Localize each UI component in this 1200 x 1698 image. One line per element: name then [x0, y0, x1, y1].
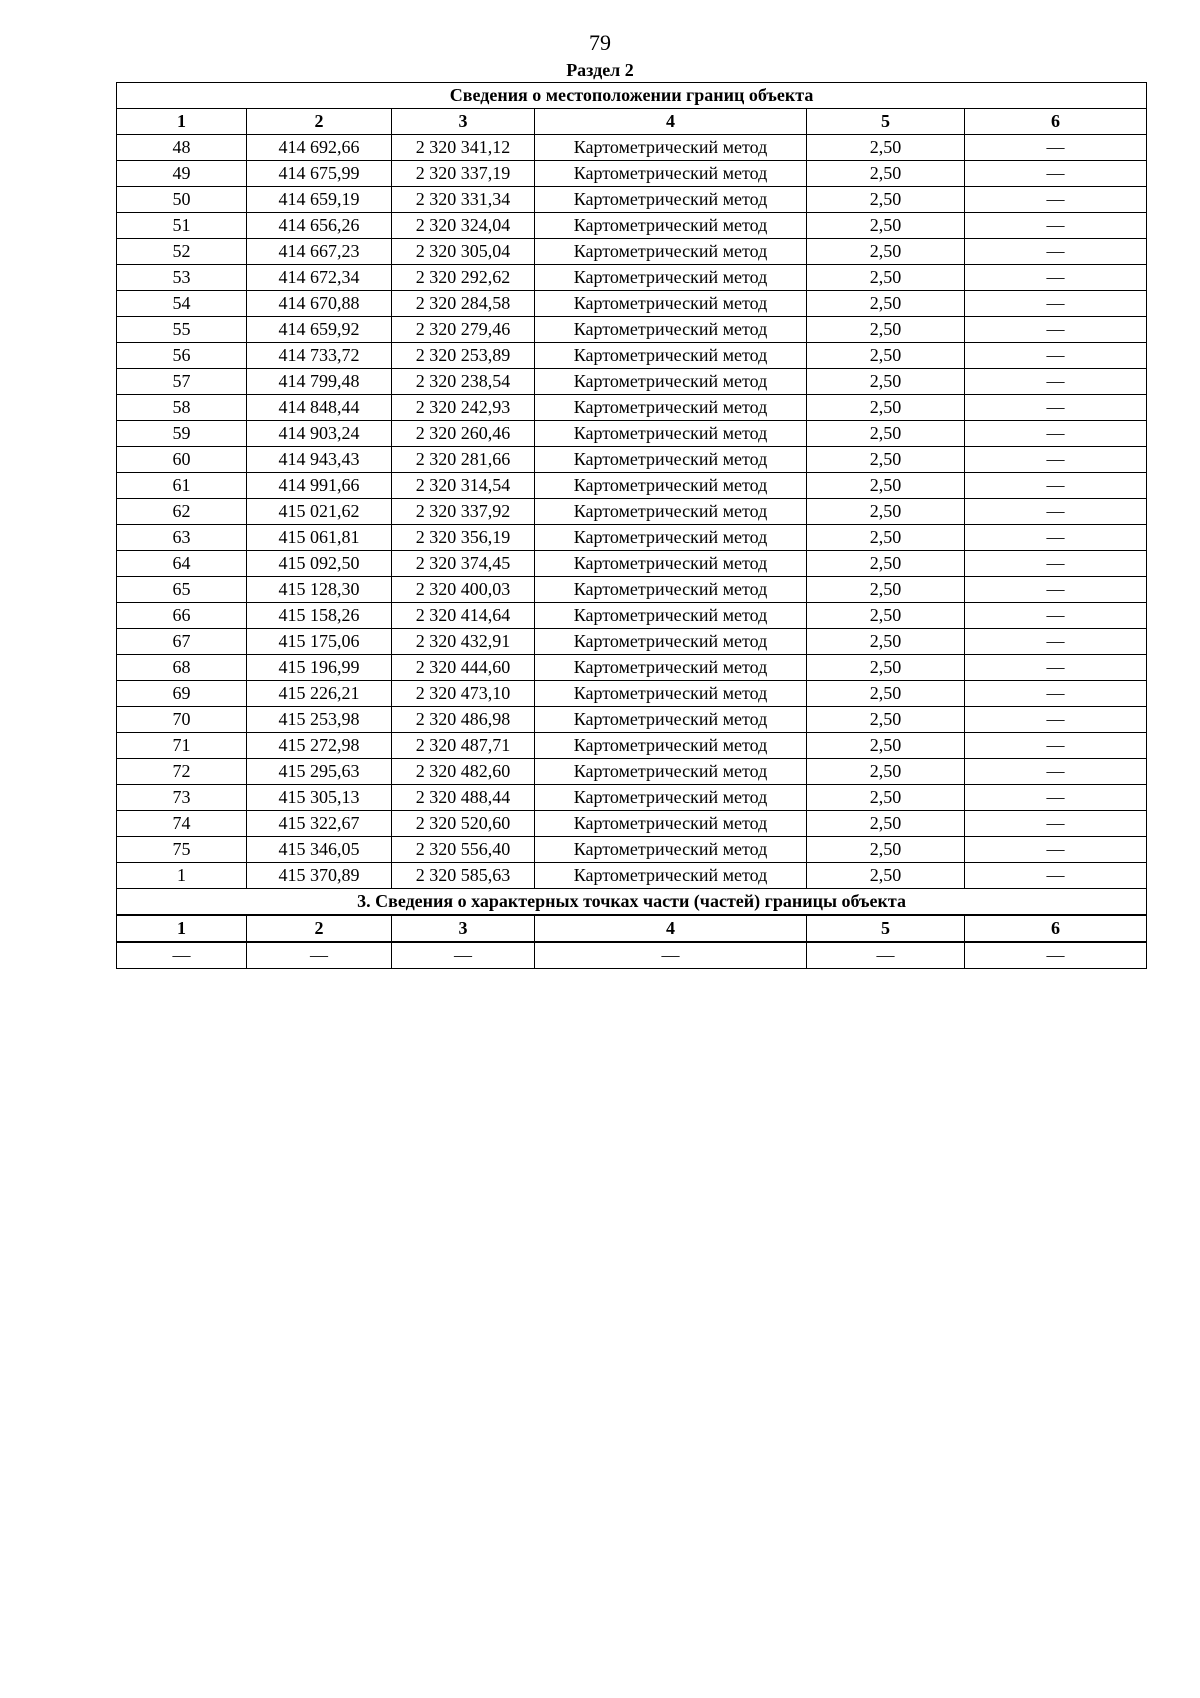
table-cell: 415 226,21	[247, 681, 392, 707]
table-cell: Картометрический метод	[535, 473, 807, 499]
table-row	[117, 837, 1147, 863]
table-cell: Картометрический метод	[535, 811, 807, 837]
table-cell: 415 295,63	[247, 759, 392, 785]
table-cell: —	[965, 837, 1147, 863]
table-cell: Картометрический метод	[535, 551, 807, 577]
section-title: Раздел 2	[566, 60, 634, 80]
table-row	[117, 317, 1147, 343]
table-cell: 6	[965, 915, 1147, 942]
table-cell: 3	[392, 915, 535, 942]
table-cell: 2,50	[807, 239, 965, 265]
table-title: Сведения о местоположении границ объекта	[117, 83, 1147, 109]
table-row	[117, 265, 1147, 291]
table-cell: 2 320 486,98	[392, 707, 535, 733]
table-cell: Картометрический метод	[535, 317, 807, 343]
column-number-row	[117, 109, 1147, 135]
table-cell: 61	[117, 473, 247, 499]
table-cell: —	[965, 707, 1147, 733]
table-cell: —	[392, 942, 535, 969]
table-row	[117, 395, 1147, 421]
table-cell: 2 320 292,62	[392, 265, 535, 291]
table-cell: 54	[117, 291, 247, 317]
table-cell: 2 320 487,71	[392, 733, 535, 759]
table-row	[117, 785, 1147, 811]
table-cell: 2,50	[807, 577, 965, 603]
table-cell: 69	[117, 681, 247, 707]
table-cell: 2,50	[807, 785, 965, 811]
table-cell: 2 320 260,46	[392, 421, 535, 447]
table-cell: 73	[117, 785, 247, 811]
table-row	[117, 161, 1147, 187]
table-cell: 2 320 284,58	[392, 291, 535, 317]
table-cell: 2,50	[807, 135, 965, 161]
table-cell: 3	[392, 109, 535, 135]
table-cell: 414 667,23	[247, 239, 392, 265]
table-cell: —	[965, 421, 1147, 447]
table-cell: Картометрический метод	[535, 343, 807, 369]
table-cell: 2,50	[807, 655, 965, 681]
table-cell: 5	[807, 915, 965, 942]
table-cell: 415 175,06	[247, 629, 392, 655]
table-cell: 2 320 374,45	[392, 551, 535, 577]
table-cell: 2,50	[807, 603, 965, 629]
table-cell: 2	[247, 915, 392, 942]
table-cell: 2 320 556,40	[392, 837, 535, 863]
table-cell: 55	[117, 317, 247, 343]
table-cell: —	[965, 135, 1147, 161]
table-cell: 415 272,98	[247, 733, 392, 759]
table-cell: 2,50	[807, 525, 965, 551]
table-cell: 414 672,34	[247, 265, 392, 291]
table-cell: 2 320 279,46	[392, 317, 535, 343]
table-cell: 2 320 281,66	[392, 447, 535, 473]
table-cell: 2 320 473,10	[392, 681, 535, 707]
table-cell: —	[965, 759, 1147, 785]
table-cell: 4	[535, 915, 807, 942]
table-cell: 48	[117, 135, 247, 161]
table-cell: Картометрический метод	[535, 707, 807, 733]
table-cell: 2,50	[807, 343, 965, 369]
table-cell: 414 675,99	[247, 161, 392, 187]
table-cell: 60	[117, 447, 247, 473]
table-cell: —	[965, 343, 1147, 369]
table-cell: 2 320 356,19	[392, 525, 535, 551]
table-cell: 414 991,66	[247, 473, 392, 499]
table-cell: 4	[535, 109, 807, 135]
table-cell: 2 320 400,03	[392, 577, 535, 603]
table-cell: 2,50	[807, 707, 965, 733]
table-cell: Картометрический метод	[535, 837, 807, 863]
table-cell: 415 196,99	[247, 655, 392, 681]
table-cell: 2,50	[807, 811, 965, 837]
table-cell: 414 656,26	[247, 213, 392, 239]
table-cell: 2,50	[807, 759, 965, 785]
table-cell: —	[965, 603, 1147, 629]
table-cell: 415 305,13	[247, 785, 392, 811]
table-cell: 414 659,92	[247, 317, 392, 343]
table-cell: Картометрический метод	[535, 525, 807, 551]
table-row	[117, 239, 1147, 265]
section3-title-row	[117, 889, 1147, 916]
table-cell: 63	[117, 525, 247, 551]
table-cell: 415 158,26	[247, 603, 392, 629]
table-cell: 2,50	[807, 447, 965, 473]
table-cell: 414 670,88	[247, 291, 392, 317]
table-cell: —	[535, 942, 807, 969]
table-cell: 5	[807, 109, 965, 135]
table-cell: 2,50	[807, 681, 965, 707]
table-cell: 415 370,89	[247, 863, 392, 889]
table-cell: 70	[117, 707, 247, 733]
table-row	[117, 733, 1147, 759]
table-cell: Картометрический метод	[535, 369, 807, 395]
table-row	[117, 863, 1147, 889]
table-cell: 2 320 444,60	[392, 655, 535, 681]
table-row	[117, 421, 1147, 447]
table-cell: —	[965, 447, 1147, 473]
table-row	[117, 811, 1147, 837]
table-cell: 72	[117, 759, 247, 785]
table-cell: 415 253,98	[247, 707, 392, 733]
table-cell: 2,50	[807, 837, 965, 863]
table-cell: 2,50	[807, 161, 965, 187]
table-cell: 2 320 585,63	[392, 863, 535, 889]
table-cell: 74	[117, 811, 247, 837]
table-row	[117, 577, 1147, 603]
table-cell: —	[965, 681, 1147, 707]
table-cell: —	[965, 733, 1147, 759]
table-row	[117, 681, 1147, 707]
table-cell: —	[965, 239, 1147, 265]
table-cell: 62	[117, 499, 247, 525]
table-cell: 2,50	[807, 499, 965, 525]
table-cell: Картометрический метод	[535, 447, 807, 473]
table-cell: 2,50	[807, 291, 965, 317]
table-cell: —	[965, 187, 1147, 213]
boundary-table-body	[117, 83, 1147, 969]
table-cell: 2 320 337,19	[392, 161, 535, 187]
table-cell: —	[965, 395, 1147, 421]
table-row	[117, 707, 1147, 733]
table-cell: —	[965, 577, 1147, 603]
table-cell: Картометрический метод	[535, 499, 807, 525]
table-cell: 2 320 314,54	[392, 473, 535, 499]
table-cell: —	[965, 551, 1147, 577]
table-cell: Картометрический метод	[535, 239, 807, 265]
table-cell: Картометрический метод	[535, 785, 807, 811]
table-cell: 2,50	[807, 863, 965, 889]
table-cell: 2,50	[807, 421, 965, 447]
table-cell: 2 320 305,04	[392, 239, 535, 265]
section3-title: 3. Сведения о характерных точках части (частей) границы объекта	[117, 889, 1147, 916]
table-cell: Картометрический метод	[535, 187, 807, 213]
table-row	[117, 655, 1147, 681]
table-cell: —	[965, 811, 1147, 837]
table-row	[117, 447, 1147, 473]
table-row	[117, 759, 1147, 785]
table-cell: 415 061,81	[247, 525, 392, 551]
table-cell: 50	[117, 187, 247, 213]
table-cell: —	[965, 942, 1147, 969]
table-cell: 2,50	[807, 265, 965, 291]
table-cell: —	[965, 161, 1147, 187]
table-cell: 71	[117, 733, 247, 759]
table-cell: 414 733,72	[247, 343, 392, 369]
table-cell: 415 322,67	[247, 811, 392, 837]
table-cell: —	[965, 655, 1147, 681]
table-cell: Картометрический метод	[535, 421, 807, 447]
table-cell: Картометрический метод	[535, 395, 807, 421]
table-cell: 414 659,19	[247, 187, 392, 213]
table-cell: 414 943,43	[247, 447, 392, 473]
table-cell: 2,50	[807, 629, 965, 655]
table-cell: Картометрический метод	[535, 603, 807, 629]
table-cell: 66	[117, 603, 247, 629]
table-cell: —	[965, 265, 1147, 291]
table-row	[117, 629, 1147, 655]
table-row	[117, 473, 1147, 499]
table-title-row	[117, 83, 1147, 109]
table-cell: 2 320 242,93	[392, 395, 535, 421]
table-cell: 414 903,24	[247, 421, 392, 447]
table-cell: 2 320 331,34	[392, 187, 535, 213]
table-cell: 65	[117, 577, 247, 603]
table-cell: 56	[117, 343, 247, 369]
table-cell: —	[965, 499, 1147, 525]
table-cell: 2 320 488,44	[392, 785, 535, 811]
table-cell: 53	[117, 265, 247, 291]
table-cell: Картометрический метод	[535, 733, 807, 759]
table-cell: 2 320 520,60	[392, 811, 535, 837]
table-cell: —	[965, 369, 1147, 395]
table-cell: 2,50	[807, 551, 965, 577]
table-cell: Картометрический метод	[535, 681, 807, 707]
table-cell: 415 346,05	[247, 837, 392, 863]
table-cell: —	[965, 213, 1147, 239]
table-row	[117, 213, 1147, 239]
table-cell: 415 092,50	[247, 551, 392, 577]
table-cell: 2 320 253,89	[392, 343, 535, 369]
table-cell: 2 320 482,60	[392, 759, 535, 785]
table-cell: 68	[117, 655, 247, 681]
table-cell: Картометрический метод	[535, 161, 807, 187]
table-cell: 51	[117, 213, 247, 239]
table-cell: 75	[117, 837, 247, 863]
table-cell: 52	[117, 239, 247, 265]
table-cell: 1	[117, 915, 247, 942]
table-cell: 1	[117, 109, 247, 135]
table-row	[117, 603, 1147, 629]
table-cell: Картометрический метод	[535, 213, 807, 239]
table-cell: 2,50	[807, 213, 965, 239]
table-cell: 2,50	[807, 395, 965, 421]
table-cell: 49	[117, 161, 247, 187]
table-cell: Картометрический метод	[535, 629, 807, 655]
table-cell: Картометрический метод	[535, 291, 807, 317]
table-row	[117, 525, 1147, 551]
table-cell: 2 320 324,04	[392, 213, 535, 239]
table-cell: 59	[117, 421, 247, 447]
table-cell: 2,50	[807, 187, 965, 213]
table-cell: Картометрический метод	[535, 135, 807, 161]
table-cell: Картометрический метод	[535, 863, 807, 889]
table-row	[117, 291, 1147, 317]
table-cell: 415 021,62	[247, 499, 392, 525]
table-cell: 414 799,48	[247, 369, 392, 395]
table-cell: Картометрический метод	[535, 759, 807, 785]
table-cell: Картометрический метод	[535, 265, 807, 291]
table-cell: —	[965, 525, 1147, 551]
table-cell: 2 320 414,64	[392, 603, 535, 629]
table-cell: 2 320 337,92	[392, 499, 535, 525]
section3-table-row	[117, 942, 1147, 969]
table-cell: 2	[247, 109, 392, 135]
table-cell: 2 320 238,54	[392, 369, 535, 395]
table-cell: —	[965, 473, 1147, 499]
page-number: 79	[589, 30, 611, 55]
table-cell: —	[965, 291, 1147, 317]
table-row	[117, 551, 1147, 577]
table-row	[117, 187, 1147, 213]
table-cell: Картометрический метод	[535, 655, 807, 681]
table-cell: —	[117, 942, 247, 969]
table-cell: —	[965, 863, 1147, 889]
table-cell: Картометрический метод	[535, 577, 807, 603]
table-cell: 67	[117, 629, 247, 655]
table-cell: 64	[117, 551, 247, 577]
table-row	[117, 499, 1147, 525]
table-cell: 2,50	[807, 733, 965, 759]
table-cell: 414 692,66	[247, 135, 392, 161]
table-cell: 2,50	[807, 317, 965, 343]
boundary-table	[116, 82, 1147, 969]
table-cell: 2 320 341,12	[392, 135, 535, 161]
table-cell: 2 320 432,91	[392, 629, 535, 655]
table-cell: 415 128,30	[247, 577, 392, 603]
table-row	[117, 369, 1147, 395]
table-cell: 1	[117, 863, 247, 889]
table-row	[117, 135, 1147, 161]
section3-column-number-row	[117, 915, 1147, 942]
table-cell: —	[807, 942, 965, 969]
table-cell: —	[965, 629, 1147, 655]
table-cell: 414 848,44	[247, 395, 392, 421]
table-cell: —	[247, 942, 392, 969]
table-cell: 57	[117, 369, 247, 395]
table-cell: 2,50	[807, 369, 965, 395]
table-cell: 2,50	[807, 473, 965, 499]
table-cell: 6	[965, 109, 1147, 135]
table-row	[117, 343, 1147, 369]
table-cell: 58	[117, 395, 247, 421]
table-cell: —	[965, 785, 1147, 811]
table-cell: —	[965, 317, 1147, 343]
